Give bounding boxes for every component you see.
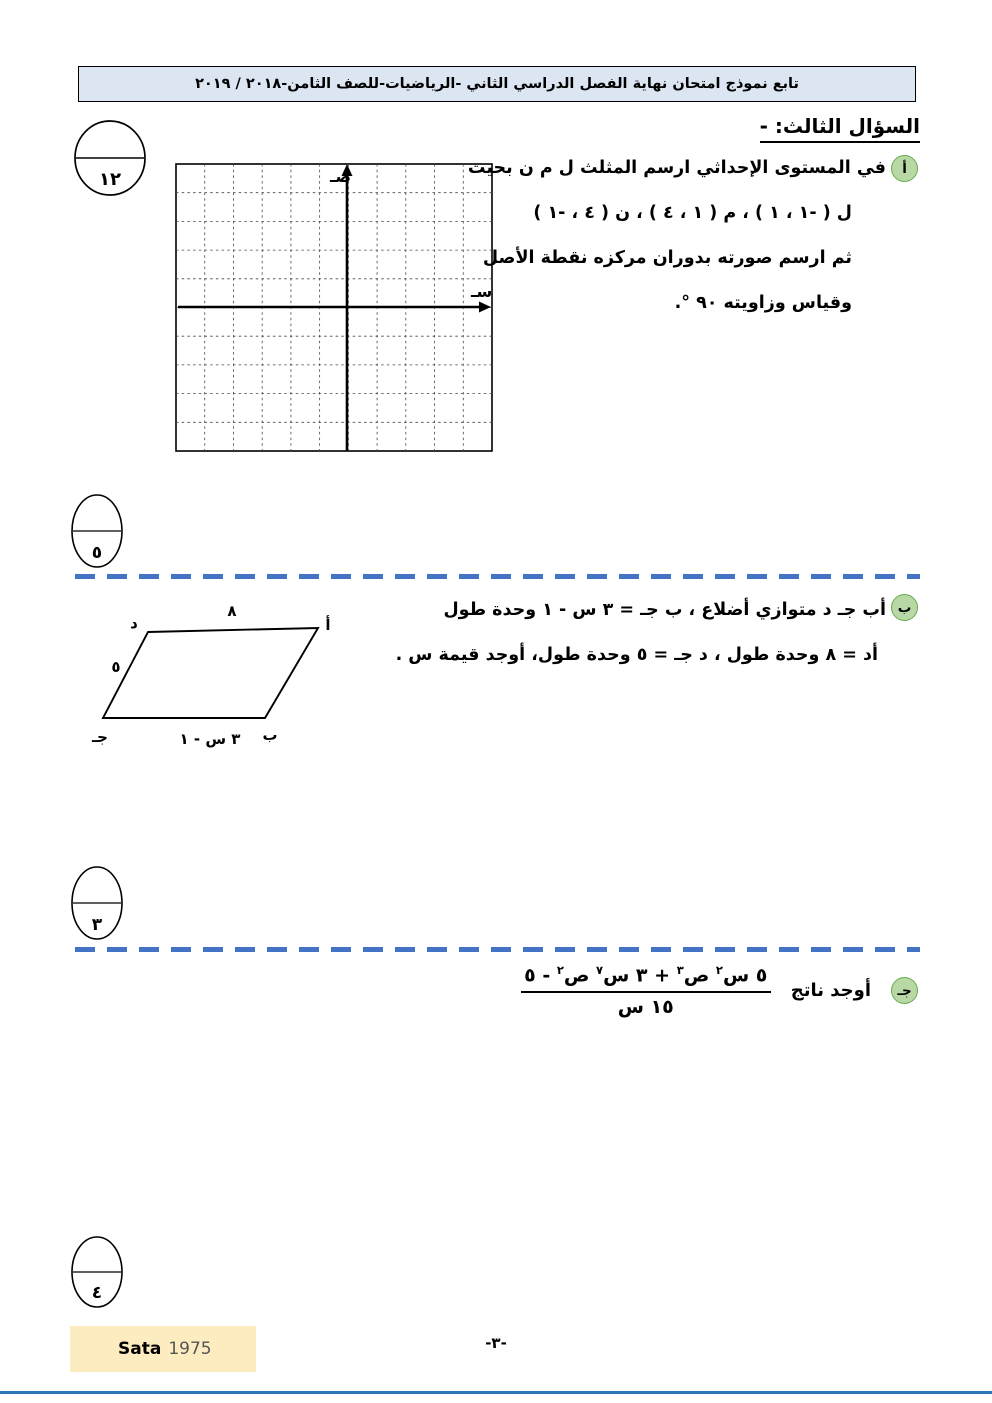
numerator-part: ص [683, 964, 716, 987]
question-a-badge-label: أ [902, 160, 907, 177]
question-a-line-1: في المستوى الإحداثي ارسم المثلث ل م ن بحيث [467, 158, 886, 178]
side-label-top: ٨ [227, 602, 237, 620]
fraction-numerator [521, 963, 771, 986]
question-a-text [466, 146, 886, 326]
score-oval-shape [70, 492, 124, 570]
section-title: السؤال الثالث: - [760, 114, 920, 143]
question-a-line-2: ل ( -١ ، ١ ) ، م ( ١ ، ٤ ) ، ن ( ٤ ، -١ ) [533, 203, 852, 223]
page-border-bottom [0, 1391, 992, 1394]
x-axis-label: سـ [471, 282, 493, 301]
y-axis-label: صـ [330, 167, 351, 186]
numerator-part: ص [563, 964, 597, 987]
question-c-badge [891, 977, 918, 1004]
question-b-line-1: أب جـ د متوازي أضلاع ، ب جـ = ٣ س - ١ وحدة طول [443, 600, 886, 620]
numerator-part: + ٣ س [603, 964, 677, 987]
vertex-label-top-left: د [130, 614, 138, 632]
separator-dashed-1 [75, 574, 920, 579]
parallelogram-figure [90, 600, 350, 758]
question-c-fraction [521, 963, 771, 1018]
score-oval-shape [72, 118, 148, 198]
separator-dashed-2 [75, 947, 920, 952]
coordinate-grid-svg [175, 163, 493, 455]
numerator-exponent: ٣ [676, 963, 684, 977]
score-oval-shape [70, 864, 124, 942]
score-value-question-d: ٤ [91, 1283, 103, 1303]
numerator-exponent: ٢ [715, 963, 723, 977]
exam-header [78, 66, 916, 102]
side-label-left: ٥ [111, 658, 121, 676]
exam-header-text: تابع نموذج امتحان نهاية الفصل الدراسي الثاني -الرياضيات-للصف الثامن-٢٠١٨ / ٢٠١٩ [195, 76, 799, 92]
numerator-exponent: ٢ [556, 963, 564, 977]
vertex-label-bottom-left: جـ [92, 728, 108, 746]
score-oval-question-a [72, 118, 148, 198]
score-value-question-a: ١٢ [99, 169, 121, 190]
vertex-label-bottom-right: ب [262, 726, 278, 744]
question-a-line-4: وقياس وزاويته ٩٠ °. [674, 293, 852, 313]
vertex-label-top-right: أ [325, 616, 331, 634]
question-a-badge [891, 155, 918, 182]
question-c-badge-label: جـ [897, 982, 912, 999]
fraction-denominator: ١٥ س [617, 996, 674, 1019]
footer-brand-year: 1975 [168, 1339, 212, 1359]
x-axis-arrow-icon [479, 302, 491, 313]
score-oval-question-b [70, 492, 124, 570]
question-a-line-3: ثم ارسم صورته بدوران مركزه نقطة الأصل [482, 248, 852, 268]
numerator-exponent: ٧ [596, 963, 604, 977]
question-b-badge [891, 594, 918, 621]
numerator-part: - ٥ [524, 964, 557, 987]
question-b-badge-label: ب [897, 599, 912, 616]
score-oval-question-d [70, 1234, 124, 1310]
parallelogram-svg [90, 600, 350, 758]
fraction-bar [521, 991, 771, 993]
numerator-part: ٥ س [722, 964, 768, 987]
footer-brand-name: Sata [118, 1339, 162, 1359]
question-c-row [521, 963, 918, 1018]
score-oval-shape [70, 1234, 124, 1310]
question-b-text [386, 588, 886, 678]
score-value-question-b: ٥ [91, 543, 103, 563]
question-c-prompt: أوجد ناتج [790, 980, 871, 1002]
question-b-line-2: أد = ٨ وحدة طول ، د جـ = ٥ وحدة طول، أوجد قيمة س . [395, 645, 878, 665]
side-label-bottom: ٣ س - ١ [179, 730, 241, 748]
score-oval-question-c [70, 864, 124, 942]
score-value-question-c: ٣ [91, 915, 103, 935]
coordinate-grid [175, 163, 493, 455]
page-number: -٣- [485, 1334, 507, 1352]
